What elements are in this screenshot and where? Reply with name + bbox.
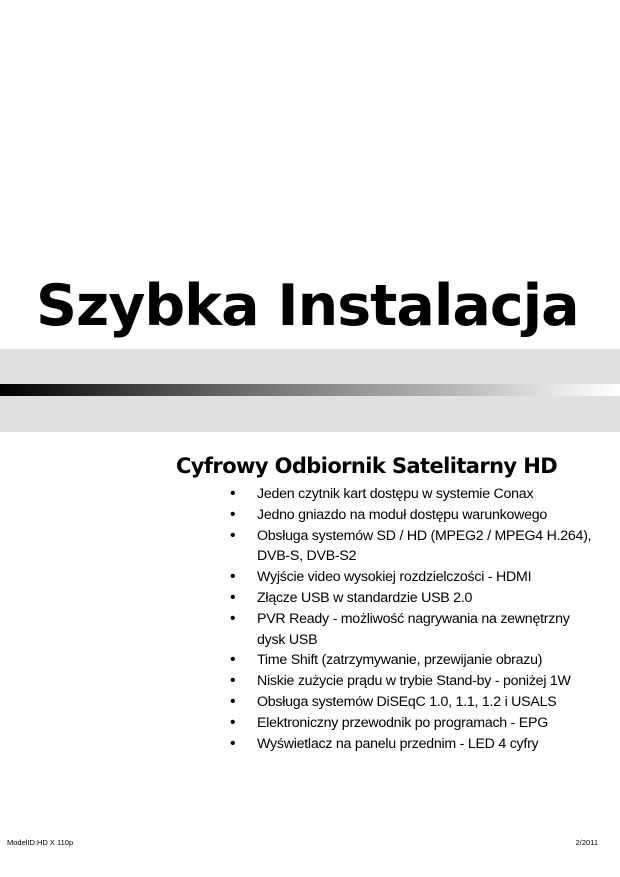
feature-item: • Wyjście video wysokiej rozdzielczości - HDMI xyxy=(257,567,597,588)
feature-item: • Jeden czytnik kart dostępu w systemie Conax xyxy=(257,484,597,505)
feature-item: • Elektroniczny przewodnik po programach - EPG xyxy=(257,713,597,734)
footer-date: 2/2011 xyxy=(575,838,598,847)
feature-item: • Wyświetlacz na panelu przednim - LED 4 cyfry xyxy=(257,734,597,755)
gradient-divider xyxy=(0,384,620,396)
page-title: Szybka Instalacja xyxy=(36,273,579,339)
feature-item: • Obsługa systemów DiSEqC 1.0, 1.1, 1.2 i USALS xyxy=(257,692,597,713)
feature-item: • Złącze USB w standardzie USB 2.0 xyxy=(257,588,597,609)
feature-item: • Time Shift (zatrzymywanie, przewijanie obrazu) xyxy=(257,650,597,671)
feature-list xyxy=(257,484,597,754)
feature-item: • Obsługa systemów SD / HD (MPEG2 / MPEG4 H.264), DVB-S, DVB-S2 xyxy=(257,526,597,568)
feature-item: • Niskie zużycie prądu w trybie Stand-by - poniżej 1W xyxy=(257,671,597,692)
product-subtitle: Cyfrowy Odbiornik Satelitarny HD xyxy=(176,454,558,478)
footer-model-id: ModelID:HD X 110p xyxy=(7,838,74,847)
feature-item: • PVR Ready - możliwość nagrywania na zewnętrzny dysk USB xyxy=(257,609,597,651)
feature-item: • Jedno gniazdo na moduł dostępu warunkowego xyxy=(257,505,597,526)
